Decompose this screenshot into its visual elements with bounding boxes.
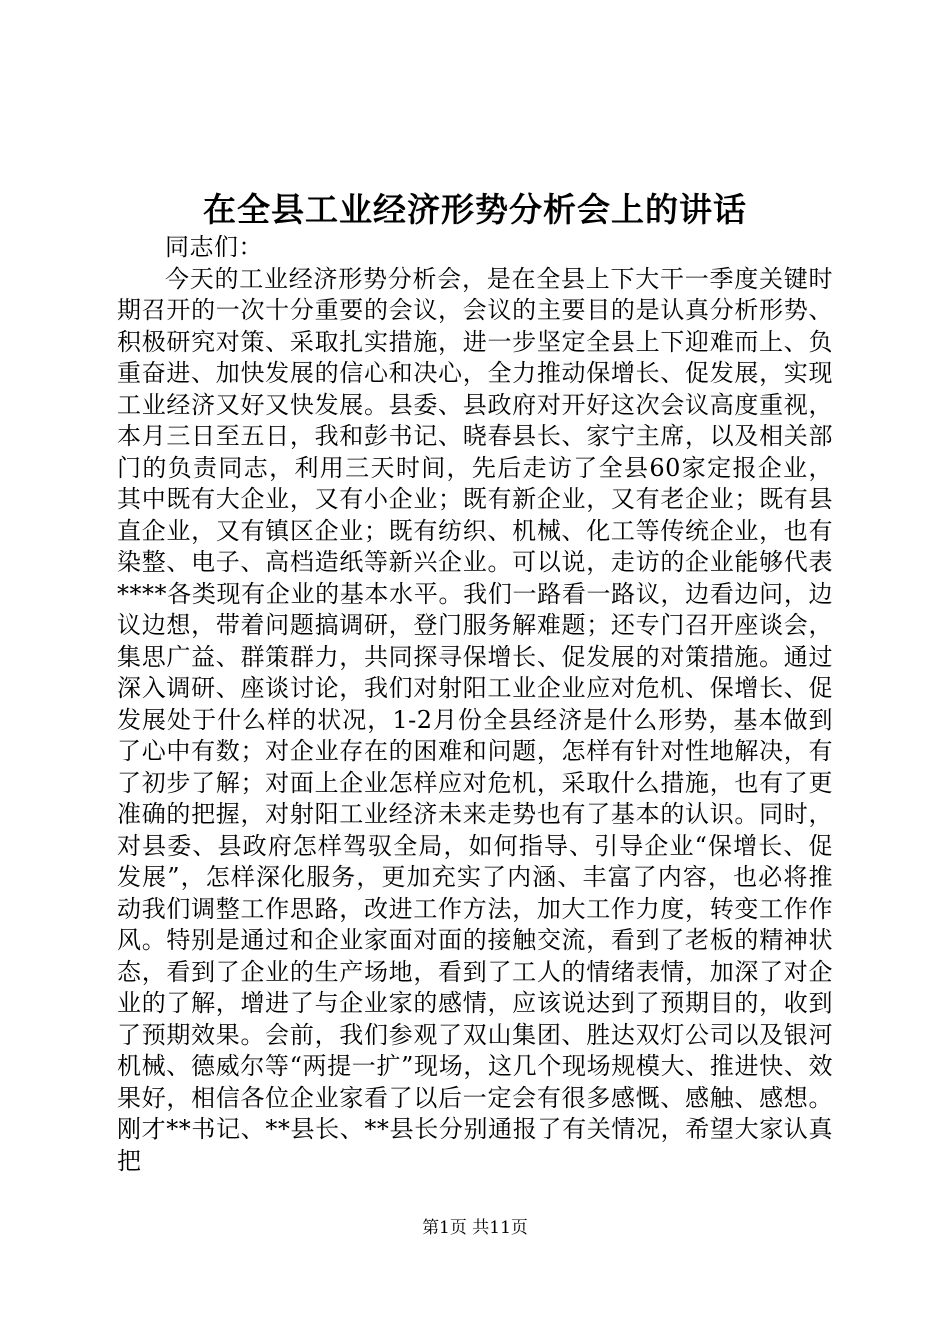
- document-title: 在全县工业经济形势分析会上的讲话: [203, 190, 747, 229]
- page-number: 第1页 共11页: [422, 1218, 528, 1238]
- salutation: 同志们：: [165, 233, 263, 261]
- document-body: [117, 232, 833, 1177]
- body-paragraph: 今天的工业经济形势分析会，是在全县上下大干一季度关键时期召开的一次十分重要的会议，会议的主要目的是认真分析形势、积极研究对策、采取扎实措施，进一步坚定全县上下迎难而上、负重奋进、加快发展的信心和决心，全力推动保增长、促发展，实现工业经济又好又快发展。县委、县政府对开好这次会议高度重视，本月三日至五日，我和彭书记、晓春县长、家宁主席，以及相关部门的负责同志，利用三天时间，先后走访了全县60家定报企业，其中既有大企业，又有小企业；既有新企业，又有老企业；既有县直企业，又有镇区企业；既有纺织、机械、化工等传统企业，也有染整、电子、高档造纸等新兴企业。可以说，走访的企业能够代表****各类现有企业的基本水平。我们一路看一路议，边看边问，边议边想，带着问题搞调研，登门服务解难题；还专门召开座谈会，集思广益、群策群力，共同探寻保增长、促发展的对策措施。通过深入调研、座谈讨论，我们对射阳工业企业应对危机、保增长、促发展处于什么样的状况，1-2月份全县经济是什么形势，基本做到了心中有数；对企业存在的困难和问题，怎样有针对性地解决，有了初步了解；对面上企业怎样应对危机，采取什么措施，也有了更准确的把握，对射阳工业经济未来走势也有了基本的认识。同时，对县委、县政府怎样驾驭全局，如何指导、引导企业“保增长、促发展”，怎样深化服务，更加充实了内涵、丰富了内容，也必将推动我们调整工作思路，改进工作方法，加大工作力度，转变工作作风。特别是通过和企业家面对面的接触交流，看到了老板的精神状态，看到了企业的生产场地，看到了工人的情绪表情，加深了对企业的了解，增进了与企业家的感情，应该说达到了预期目的，收到了预期效果。会前，我们参观了双山集团、胜达双灯公司以及银河机械、德威尔等“两提一扩”现场，这几个现场规模大、推进快、效果好，相信各位企业家看了以后一定会有很多感慨、感触、感想。刚才**书记、**县长、**县长分别通报了有关情况，希望大家认真把: [117, 264, 833, 1175]
